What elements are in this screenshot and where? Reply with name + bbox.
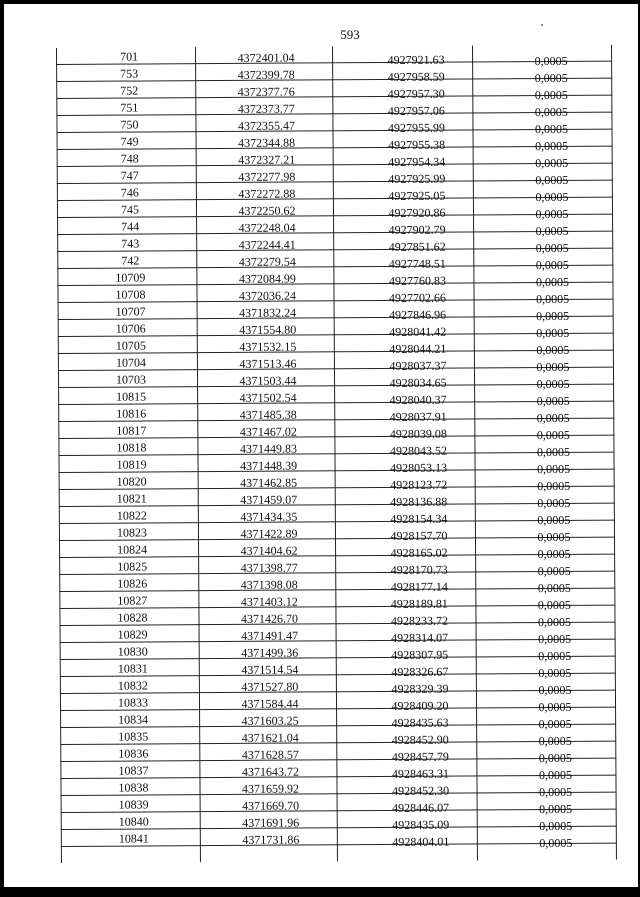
x-coordinate-cell: 4371554.80 [239, 322, 297, 337]
tolerance-cell: 0,0005 [535, 206, 569, 222]
point-number-cell: 10833 [117, 695, 149, 710]
x-coordinate-cell: 4372344.88 [238, 135, 296, 150]
y-coordinate-cell: 4927955.38 [388, 137, 446, 152]
tolerance-cell: 0,0005 [537, 495, 571, 511]
y-coordinate-cell: 4927954.34 [388, 154, 446, 169]
y-coordinate-cell: 4928463.31 [391, 766, 449, 781]
tolerance-cell: 0,0005 [537, 563, 571, 579]
y-coordinate-cell: 4928452.30 [392, 783, 450, 798]
point-number-cell: 10815 [116, 389, 147, 404]
x-coordinate-cell: 4372377.76 [237, 84, 295, 99]
tolerance-cell: 0,0005 [537, 512, 571, 528]
y-coordinate-cell: 4927748.51 [388, 256, 446, 271]
point-number-cell: 10703 [115, 372, 147, 387]
x-coordinate-cell: 4371603.25 [241, 713, 299, 728]
tolerance-cell: 0,0005 [536, 444, 571, 460]
tolerance-cell: 0,0005 [535, 291, 570, 307]
y-coordinate-cell: 4927921.63 [387, 52, 445, 67]
point-number-cell: 10837 [118, 763, 149, 778]
point-number-cell: 10709 [115, 270, 146, 285]
tolerance-cell: 0,0005 [537, 478, 571, 494]
x-coordinate-cell: 4371527.80 [241, 679, 299, 694]
tolerance-cell: 0,0005 [535, 240, 569, 256]
tolerance-cell: 0,0005 [534, 70, 568, 86]
y-coordinate-cell: 4928189.81 [390, 596, 448, 611]
point-number-cell: 10839 [118, 797, 149, 812]
y-coordinate-cell: 4928154.34 [390, 511, 448, 526]
point-number-cell: 10835 [118, 729, 149, 744]
y-coordinate-cell: 4928037.91 [389, 409, 447, 424]
tolerance-cell: 0,0005 [538, 631, 572, 647]
tolerance-cell: 0,0005 [536, 410, 570, 426]
y-coordinate-cell: 4927846.96 [389, 307, 447, 322]
tolerance-cell: 0,0005 [536, 376, 570, 392]
point-number-cell: 744 [121, 219, 140, 234]
x-coordinate-cell: 4371398.77 [240, 560, 298, 575]
tolerance-cell: 0,0005 [538, 733, 572, 749]
point-number-cell: 10838 [118, 780, 149, 795]
tolerance-cell: 0,0005 [537, 597, 571, 613]
x-coordinate-cell: 4372277.98 [238, 169, 296, 184]
point-number-cell: 10819 [116, 457, 147, 472]
y-coordinate-cell: 4927958.59 [387, 69, 445, 84]
tolerance-cell: 0,0005 [535, 189, 569, 205]
x-coordinate-cell: 4371434.35 [240, 509, 298, 524]
y-coordinate-cell: 4928041.42 [389, 324, 447, 339]
point-number-cell: 10828 [117, 610, 148, 625]
y-coordinate-cell: 4928044.21 [389, 341, 447, 356]
x-coordinate-cell: 4372401.04 [237, 50, 295, 65]
x-coordinate-cell: 4371459.07 [240, 492, 298, 507]
point-number-cell: 10818 [116, 440, 147, 455]
tolerance-cell: 0,0005 [538, 665, 572, 681]
x-coordinate-cell: 4371448.39 [240, 458, 298, 473]
y-coordinate-cell: 4928452.90 [391, 732, 449, 747]
x-coordinate-cell: 4372036.24 [238, 288, 297, 303]
point-number-cell: 751 [120, 100, 139, 115]
x-coordinate-cell: 4371643.72 [241, 764, 299, 779]
x-coordinate-cell: 4371403.12 [240, 594, 298, 609]
point-number-cell: 10831 [117, 661, 148, 676]
y-coordinate-cell: 4928043.52 [389, 443, 448, 458]
y-coordinate-cell: 4928404.01 [392, 834, 450, 849]
page-number: 593 [340, 27, 360, 42]
point-number-cell: 10705 [115, 338, 146, 353]
y-coordinate-cell: 4928039.08 [389, 426, 447, 441]
y-coordinate-cell: 4928165.02 [390, 545, 448, 560]
y-coordinate-cell: 4928446.07 [392, 800, 450, 815]
tolerance-cell: 0,0005 [535, 138, 569, 154]
point-number-cell: 743 [121, 236, 140, 251]
point-number-cell: 10840 [118, 814, 149, 829]
point-number-cell: 747 [120, 168, 139, 183]
tolerance-cell: 0,0005 [537, 529, 571, 545]
x-coordinate-cell: 4371502.54 [239, 390, 297, 405]
point-number-cell: 10816 [116, 406, 147, 421]
x-coordinate-cell: 4371669.70 [242, 798, 300, 813]
point-number-cell: 10704 [115, 355, 146, 370]
tolerance-cell: 0,0005 [535, 223, 569, 239]
y-coordinate-cell: 4928435.63 [391, 715, 449, 730]
y-coordinate-cell: 4928409.20 [391, 698, 449, 713]
x-coordinate-cell: 4372248.04 [238, 220, 296, 235]
tolerance-cell: 0,0005 [538, 682, 572, 698]
point-number-cell: 10841 [118, 831, 149, 846]
tolerance-cell: 0,0005 [536, 342, 570, 358]
tolerance-cell: 0,0005 [536, 359, 570, 375]
point-number-cell: 10836 [118, 746, 149, 761]
tolerance-cell: 0,0005 [537, 461, 571, 477]
tolerance-cell: 0,0005 [534, 121, 569, 137]
scan-border-top [0, 0, 640, 4]
coordinates-table [56, 45, 617, 863]
y-coordinate-cell: 4928435.09 [392, 817, 450, 832]
x-coordinate-cell: 4371628.57 [241, 747, 299, 762]
point-number-cell: 750 [120, 117, 139, 132]
point-number-cell: 742 [121, 253, 140, 268]
y-coordinate-cell: 4927925.99 [388, 171, 446, 186]
x-coordinate-cell: 4371462.85 [240, 475, 298, 490]
x-coordinate-cell: 4371449.83 [239, 441, 297, 456]
y-coordinate-cell: 4928157.70 [390, 528, 448, 543]
scan-speck [541, 24, 543, 26]
x-coordinate-cell: 4371659.92 [241, 781, 300, 796]
x-coordinate-cell: 4371485.38 [239, 407, 297, 422]
x-coordinate-cell: 4371621.04 [241, 730, 299, 745]
y-coordinate-cell: 4927902.79 [388, 222, 446, 237]
scan-border-left [0, 0, 4, 897]
tolerance-cell: 0,0005 [538, 699, 572, 715]
point-number-cell: 10834 [118, 712, 149, 727]
y-coordinate-cell: 4928123.72 [390, 477, 448, 492]
y-coordinate-cell: 4927702.66 [388, 290, 447, 305]
x-coordinate-cell: 4371832.24 [239, 305, 297, 320]
x-coordinate-cell: 4372399.78 [237, 67, 295, 82]
scan-border-bottom [0, 887, 640, 897]
y-coordinate-cell: 4928040.37 [389, 392, 447, 407]
y-coordinate-cell: 4927851.62 [388, 239, 446, 254]
tolerance-cell: 0,0005 [536, 308, 570, 324]
x-coordinate-cell: 4371398.08 [240, 577, 298, 592]
point-number-cell: 10821 [116, 491, 147, 506]
y-coordinate-cell: 4927760.83 [388, 273, 446, 288]
tolerance-cell: 0,0005 [535, 155, 569, 171]
tolerance-cell: 0,0005 [538, 648, 572, 664]
point-number-cell: 10830 [117, 644, 148, 659]
tolerance-cell: 0,0005 [535, 274, 569, 290]
point-number-cell: 10826 [117, 576, 148, 591]
y-coordinate-cell: 4927957.30 [387, 86, 445, 101]
y-coordinate-cell: 4928177.14 [390, 579, 448, 594]
tolerance-cell: 0,0005 [538, 716, 572, 732]
tolerance-cell: 0,0005 [534, 53, 568, 69]
x-coordinate-cell: 4372327.21 [238, 152, 296, 167]
point-number-cell: 10825 [117, 559, 148, 574]
tolerance-cell: 0,0005 [537, 580, 571, 596]
y-coordinate-cell: 4927957.06 [387, 103, 445, 118]
y-coordinate-cell: 4928053.13 [390, 460, 448, 475]
x-coordinate-cell: 4371491.47 [241, 628, 299, 643]
point-number-cell: 10823 [116, 525, 148, 540]
y-coordinate-cell: 4927920.86 [388, 205, 446, 220]
x-coordinate-cell: 4371691.96 [242, 815, 300, 830]
x-coordinate-cell: 4372244.41 [238, 237, 296, 252]
y-coordinate-cell: 4927955.99 [387, 120, 446, 135]
y-coordinate-cell: 4928034.65 [389, 375, 447, 390]
tolerance-cell: 0,0005 [539, 801, 573, 817]
x-coordinate-cell: 4371422.89 [240, 526, 298, 541]
point-number-cell: 701 [120, 49, 139, 64]
point-number-cell: 10706 [115, 321, 146, 336]
x-coordinate-cell: 4371426.70 [240, 611, 299, 626]
point-number-cell: 10817 [116, 423, 147, 438]
y-coordinate-cell: 4928233.72 [390, 613, 449, 628]
point-number-cell: 10827 [117, 593, 148, 608]
point-number-cell: 10829 [117, 627, 148, 642]
point-number-cell: 10822 [116, 508, 147, 523]
y-coordinate-cell: 4928326.67 [391, 664, 449, 679]
x-coordinate-cell: 4372272.88 [238, 186, 296, 201]
tolerance-cell: 0,0005 [538, 767, 572, 783]
x-coordinate-cell: 4372279.54 [238, 254, 296, 269]
tolerance-cell: 0,0005 [538, 750, 572, 766]
tolerance-cell: 0,0005 [537, 546, 571, 562]
tolerance-cell: 0,0005 [536, 325, 570, 341]
x-coordinate-cell: 4372084.99 [238, 271, 296, 286]
x-coordinate-cell: 4372250.62 [238, 203, 296, 218]
point-number-cell: 10707 [115, 304, 146, 319]
y-coordinate-cell: 4928314.07 [391, 630, 449, 645]
x-coordinate-cell: 4371532.15 [239, 339, 297, 354]
point-number-cell: 10824 [117, 542, 148, 557]
point-number-cell: 752 [120, 83, 139, 98]
x-coordinate-cell: 4371503.44 [239, 373, 297, 388]
tolerance-cell: 0,0005 [535, 257, 569, 273]
tolerance-cell: 0,0005 [539, 835, 573, 851]
x-coordinate-cell: 4371584.44 [241, 696, 299, 711]
point-number-cell: 10820 [116, 474, 147, 489]
y-coordinate-cell: 4928307.95 [391, 647, 449, 662]
point-number-cell: 748 [120, 151, 139, 166]
y-coordinate-cell: 4927925.05 [388, 188, 446, 203]
y-coordinate-cell: 4928136.88 [390, 494, 448, 509]
point-number-cell: 10708 [115, 287, 146, 302]
point-number-cell: 746 [120, 185, 139, 200]
point-number-cell: 745 [120, 202, 140, 217]
point-number-cell: 753 [120, 66, 139, 81]
tolerance-cell: 0,0005 [539, 784, 573, 800]
tolerance-cell: 0,0005 [536, 393, 570, 409]
y-coordinate-cell: 4928457.79 [391, 749, 449, 764]
x-coordinate-cell: 4371404.62 [240, 543, 298, 558]
x-coordinate-cell: 4371467.02 [239, 424, 297, 439]
tolerance-cell: 0,0005 [534, 104, 568, 120]
y-coordinate-cell: 4928037.37 [389, 358, 447, 373]
x-coordinate-cell: 4371499.36 [241, 645, 299, 660]
x-coordinate-cell: 4371513.46 [239, 356, 297, 371]
x-coordinate-cell: 4372373.77 [237, 101, 295, 116]
y-coordinate-cell: 4928170.73 [390, 562, 448, 577]
tolerance-cell: 0,0005 [537, 614, 572, 630]
tolerance-cell: 0,0005 [534, 87, 568, 103]
tolerance-cell: 0,0005 [539, 818, 573, 834]
point-number-cell: 10832 [117, 678, 148, 693]
x-coordinate-cell: 4371514.54 [241, 662, 299, 677]
x-coordinate-cell: 4372355.47 [237, 118, 296, 133]
tolerance-cell: 0,0005 [536, 427, 570, 443]
y-coordinate-cell: 4928329.39 [391, 681, 449, 696]
tolerance-cell: 0,0005 [535, 172, 569, 188]
x-coordinate-cell: 4371731.86 [242, 832, 300, 847]
point-number-cell: 749 [120, 134, 139, 149]
